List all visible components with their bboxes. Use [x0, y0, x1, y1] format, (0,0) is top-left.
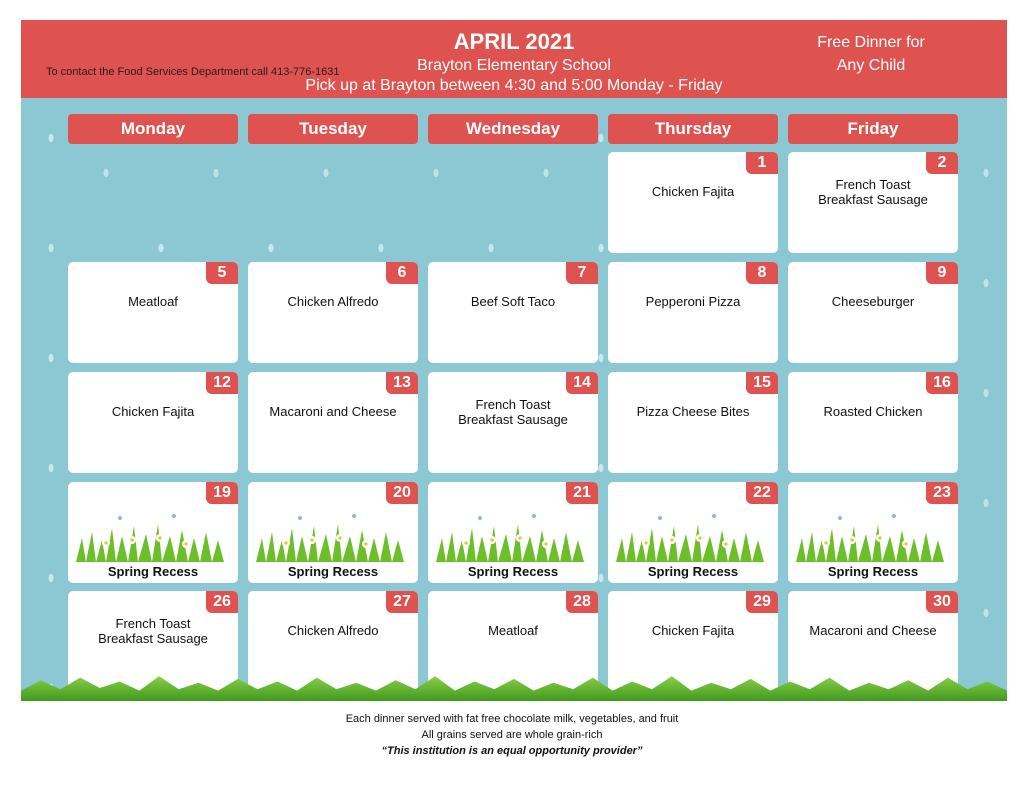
- meal-text: [612, 623, 774, 638]
- meal-line: Beef Soft Taco: [470, 294, 556, 309]
- spring-flowers-icon: [256, 488, 404, 562]
- meal-text: [432, 623, 594, 638]
- meal-line: Chicken Fajita: [111, 404, 195, 419]
- day-number: 29: [746, 591, 778, 613]
- calendar-day-cell: [428, 262, 598, 363]
- calendar-day-cell: [428, 372, 598, 473]
- contact-info: To contact the Food Services Department call 413-776-1631: [46, 66, 340, 78]
- calendar-day-cell: [608, 591, 778, 692]
- calendar-day-cell: [248, 591, 418, 692]
- day-header-monday: Monday: [68, 114, 238, 144]
- calendar-board: [21, 98, 1007, 701]
- meal-line: Meatloaf: [128, 294, 178, 309]
- meal-line: French Toast: [115, 616, 191, 631]
- meal-text: [252, 404, 414, 419]
- day-number: 12: [206, 372, 238, 394]
- day-number: 21: [566, 482, 598, 504]
- calendar-day-cell: [608, 372, 778, 473]
- meal-text: [252, 294, 414, 309]
- meal-line: Pizza Cheese Bites: [636, 404, 750, 419]
- day-number: 15: [746, 372, 778, 394]
- footer-note-2: All grains served are whole grain-rich: [421, 729, 603, 741]
- day-header-tuesday: Tuesday: [248, 114, 418, 144]
- day-number: 8: [746, 262, 778, 284]
- meal-line: Roasted Chicken: [823, 404, 923, 419]
- meal-text: [252, 623, 414, 638]
- calendar-day-cell: [248, 372, 418, 473]
- calendar-day-cell: [68, 372, 238, 473]
- spring-flowers-icon: [76, 488, 224, 562]
- meal-line: Breakfast Sausage: [98, 631, 208, 646]
- meal-line: Pepperoni Pizza: [645, 294, 741, 309]
- calendar-day-cell: [68, 262, 238, 363]
- meal-line: Cheeseburger: [831, 294, 915, 309]
- recess-label: Spring Recess: [647, 564, 739, 579]
- meal-text: [72, 616, 234, 646]
- calendar-day-cell: [788, 372, 958, 473]
- meal-text: [792, 623, 954, 638]
- day-number: 9: [926, 262, 958, 284]
- day-header-friday: Friday: [788, 114, 958, 144]
- meal-line: Chicken Fajita: [651, 623, 735, 638]
- day-number: 5: [206, 262, 238, 284]
- day-header-thursday: Thursday: [608, 114, 778, 144]
- calendar-title: APRIL 2021: [453, 29, 575, 54]
- spring-flowers-icon: [436, 488, 584, 562]
- calendar-header: [21, 20, 1007, 98]
- calendar-day-cell: [428, 482, 598, 583]
- meal-text: [432, 397, 594, 427]
- day-number: 22: [746, 482, 778, 504]
- school-name: Brayton Elementary School: [417, 57, 611, 74]
- recess-label: Spring Recess: [467, 564, 559, 579]
- calendar-day-cell: [248, 482, 418, 583]
- pickup-info: Pick up at Brayton between 4:30 and 5:00 Monday - Friday: [305, 77, 723, 94]
- day-number: 30: [926, 591, 958, 613]
- day-number: 27: [386, 591, 418, 613]
- footer-statement: “This institution is an equal opportunity provider”: [381, 745, 643, 757]
- day-number: 23: [926, 482, 958, 504]
- day-number: 14: [566, 372, 598, 394]
- calendar-day-cell: [608, 152, 778, 253]
- calendar-day-cell: [788, 262, 958, 363]
- meal-text: [72, 404, 234, 419]
- meal-line: Breakfast Sausage: [458, 412, 568, 427]
- recess-label: Spring Recess: [287, 564, 379, 579]
- calendar-day-cell: [608, 482, 778, 583]
- calendar-day-cell: [788, 591, 958, 692]
- meal-line: Meatloaf: [488, 623, 538, 638]
- spring-flowers-icon: [616, 488, 764, 562]
- meal-text: [612, 404, 774, 419]
- day-number: 7: [566, 262, 598, 284]
- free-dinner-note: [791, 31, 951, 77]
- calendar-day-cell: [248, 262, 418, 363]
- meal-text: [792, 177, 954, 207]
- meal-line: Chicken Alfredo: [287, 294, 379, 309]
- day-number: 6: [386, 262, 418, 284]
- meal-line: Chicken Fajita: [651, 184, 735, 199]
- meal-line: Chicken Alfredo: [287, 623, 379, 638]
- calendar-day-cell: [68, 482, 238, 583]
- meal-text: [72, 294, 234, 309]
- meal-text: [792, 294, 954, 309]
- calendar-day-cell: [608, 262, 778, 363]
- day-number: 13: [386, 372, 418, 394]
- meal-line: French Toast: [835, 177, 911, 192]
- day-header-wednesday: Wednesday: [428, 114, 598, 144]
- meal-line: Breakfast Sausage: [818, 192, 928, 207]
- meal-line: Macaroni and Cheese: [809, 623, 937, 638]
- recess-label: Spring Recess: [107, 564, 199, 579]
- footer-note-1: Each dinner served with fat free chocolate milk, vegetables, and fruit: [345, 713, 679, 725]
- day-number: 1: [746, 152, 778, 174]
- calendar-day-cell: [788, 482, 958, 583]
- free-dinner-line-2: Any Child: [836, 57, 906, 74]
- day-number: 28: [566, 591, 598, 613]
- meal-line: French Toast: [475, 397, 551, 412]
- free-dinner-line-1: Free Dinner for: [817, 34, 925, 51]
- day-number: 2: [926, 152, 958, 174]
- meal-line: Macaroni and Cheese: [269, 404, 397, 419]
- recess-label: Spring Recess: [827, 564, 919, 579]
- meal-text: [792, 404, 954, 419]
- spring-flowers-icon: [796, 488, 944, 562]
- calendar-day-cell: [428, 591, 598, 692]
- meal-text: [612, 184, 774, 199]
- day-number: 16: [926, 372, 958, 394]
- calendar-day-cell: [68, 591, 238, 692]
- day-number: 26: [206, 591, 238, 613]
- calendar-day-cell: [788, 152, 958, 253]
- day-number: 19: [206, 482, 238, 504]
- meal-text: [432, 294, 594, 309]
- meal-text: [612, 294, 774, 309]
- day-number: 20: [386, 482, 418, 504]
